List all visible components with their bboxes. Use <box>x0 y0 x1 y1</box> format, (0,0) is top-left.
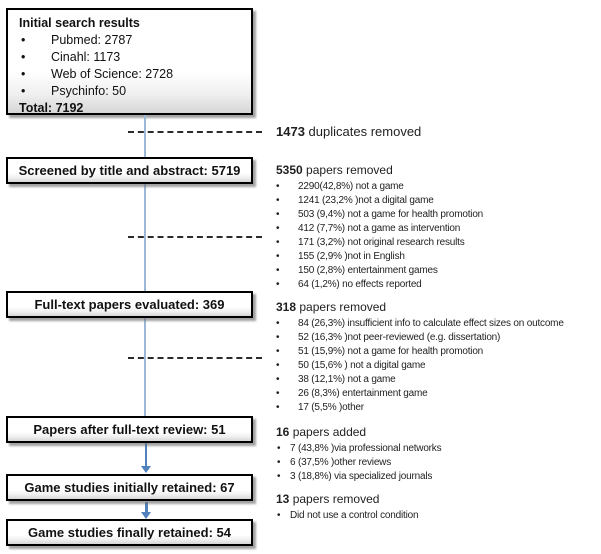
list-item <box>276 387 598 401</box>
bullet-icon: • <box>276 209 280 220</box>
box-fulltext-evaluated: Full-text papers evaluated: 369 <box>6 291 253 318</box>
list-item <box>8 66 251 83</box>
list-item <box>276 345 598 359</box>
connector-line-1 <box>144 115 146 157</box>
list-item <box>276 509 598 523</box>
box-after-fulltext-review: Papers after full-text review: 51 <box>6 416 253 443</box>
list-item-text: 503 (9,4%) not a game for health promotion <box>298 209 484 220</box>
list-item-text: 171 (3,2%) not original research results <box>298 237 465 248</box>
list-item <box>8 83 251 100</box>
list-item-text: Did not use a control condition <box>290 510 419 521</box>
list-item <box>276 180 598 194</box>
list-item-text: Psychinfo: 50 <box>51 84 127 98</box>
bullet-icon: • <box>277 457 281 468</box>
list-item-text: 50 (15,6% ) not a digital game <box>298 360 426 371</box>
bullet-icon: • <box>276 402 280 413</box>
list-item <box>276 373 598 387</box>
list-item-text: 2290(42,8%) not a game <box>298 181 404 192</box>
list-item-text: Cinahl: 1173 <box>51 50 121 64</box>
bullet-icon: • <box>276 279 280 290</box>
list-item <box>276 264 598 278</box>
list-item-text: 412 (7,7%) not a game as intervention <box>298 223 461 234</box>
down-arrow-icon <box>141 502 151 519</box>
list-item <box>276 194 598 208</box>
bullet-icon: • <box>277 471 281 482</box>
list-item-text: 84 (26,3%) insufficient info to calculate effect sizes on outcome <box>298 318 564 329</box>
box-finally-retained: Game studies finally retained: 54 <box>6 519 253 546</box>
list-item <box>276 250 598 264</box>
annotation-count: 16 <box>276 425 290 439</box>
removal-reason-list <box>276 317 598 415</box>
annotation-heading <box>276 425 598 440</box>
list-item <box>276 236 598 250</box>
arrow-head-icon <box>141 512 151 519</box>
box-total: Total: 7192 <box>19 101 84 115</box>
bullet-icon: • <box>276 223 280 234</box>
list-item <box>276 208 598 222</box>
search-source-list <box>8 32 251 100</box>
addition-source-list <box>276 442 598 484</box>
annotation-label: duplicates removed <box>308 124 422 139</box>
annotation-papers-added <box>276 425 598 484</box>
bullet-icon: • <box>277 443 281 454</box>
list-item <box>8 49 251 66</box>
annotation-label: papers removed <box>306 163 393 177</box>
annotation-label: papers removed <box>292 492 380 506</box>
list-item <box>276 331 598 345</box>
connector-line-3 <box>144 318 146 416</box>
list-item <box>8 32 251 49</box>
removal-reason-list <box>276 509 598 523</box>
bullet-icon: • <box>276 374 280 385</box>
list-item-text: 64 (1,2%) no effects reported <box>298 279 422 290</box>
bullet-icon: • <box>276 332 280 343</box>
box-initially-retained: Game studies initially retained: 67 <box>6 474 253 501</box>
down-arrow-icon <box>141 443 151 473</box>
list-item-text: 155 (2,9% )not in English <box>298 251 405 262</box>
list-item-text: 1241 (23,2% )not a digital game <box>298 195 434 206</box>
annotation-count: 13 <box>276 492 290 506</box>
list-item-text: 38 (12,1%) not a game <box>298 374 396 385</box>
bullet-icon: • <box>276 360 280 371</box>
box-initial-search-results <box>6 8 253 115</box>
bullet-icon: • <box>276 346 280 357</box>
list-item-text: 3 (18,8%) via specialized journals <box>290 471 433 482</box>
list-item <box>276 359 598 373</box>
annotation-duplicates-removed <box>276 124 598 139</box>
dashed-branch-duplicates <box>128 131 262 133</box>
bullet-icon: • <box>276 388 280 399</box>
box-screened-title-abstract: Screened by title and abstract: 5719 <box>6 157 253 184</box>
list-item <box>276 442 598 456</box>
list-item-text: 6 (37,5% )other reviews <box>290 457 392 468</box>
list-item <box>276 317 598 331</box>
annotation-fulltext-removed <box>276 300 598 415</box>
annotation-count: 318 <box>276 300 297 314</box>
annotation-heading <box>276 300 598 315</box>
list-item <box>276 401 598 415</box>
dashed-branch-fulltext-removed <box>128 357 262 359</box>
annotation-heading <box>276 124 598 139</box>
bullet-icon: • <box>277 510 281 521</box>
bullet-icon: • <box>276 181 280 192</box>
bullet-icon: • <box>276 251 280 262</box>
bullet-icon: • <box>276 265 280 276</box>
annotation-count: 1473 <box>276 124 305 139</box>
annotation-label: papers added <box>292 425 367 439</box>
list-item <box>276 222 598 236</box>
list-item-text: 7 (43,8% )via professional networks <box>290 443 442 454</box>
list-item-text: 52 (16,3% )not peer-reviewed (e.g. dissertation) <box>298 332 501 343</box>
list-item-text: 26 (8,3%) entertainment game <box>298 388 428 399</box>
annotation-heading <box>276 163 598 178</box>
annotation-label: papers removed <box>299 300 387 314</box>
list-item-text: Pubmed: 2787 <box>51 33 133 47</box>
bullet-icon: • <box>276 318 280 329</box>
annotation-control-condition-removed <box>276 492 598 523</box>
annotation-count: 5350 <box>276 163 303 177</box>
arrow-shaft <box>145 443 147 466</box>
list-item <box>276 456 598 470</box>
list-item-text: 51 (15,9%) not a game for health promotion <box>298 346 484 357</box>
dashed-branch-title-abstract-removed <box>128 236 262 238</box>
arrow-shaft <box>145 502 148 512</box>
list-item-text: Web of Science: 2728 <box>51 67 174 81</box>
removal-reason-list <box>276 180 598 292</box>
box-title: Initial search results <box>19 16 140 30</box>
arrow-head-icon <box>141 466 151 473</box>
bullet-icon: • <box>21 84 26 98</box>
list-item <box>276 470 598 484</box>
bullet-icon: • <box>21 33 26 47</box>
bullet-icon: • <box>276 237 280 248</box>
bullet-icon: • <box>276 195 280 206</box>
list-item <box>276 278 598 292</box>
bullet-icon: • <box>21 50 26 64</box>
annotation-title-abstract-removed <box>276 163 598 292</box>
list-item-text: 17 (5,5% )other <box>298 402 364 413</box>
bullet-icon: • <box>21 67 26 81</box>
list-item-text: 150 (2,8%) entertainment games <box>298 265 438 276</box>
annotation-heading <box>276 492 598 507</box>
